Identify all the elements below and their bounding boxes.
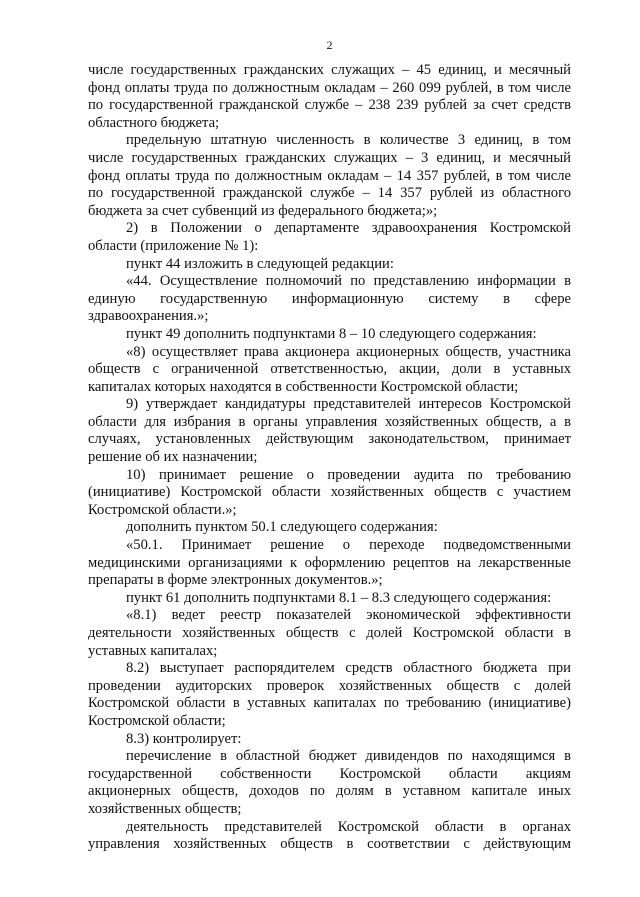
text-line: «8) осуществляет права акционера акционерных обществ, участника bbox=[126, 343, 571, 360]
text-line: фонд оплаты труда по должностным окладам – 14 357 рублей, в том числе bbox=[88, 167, 571, 184]
text-line: управления хозяйственных обществ в соответствии с действующим bbox=[88, 836, 571, 853]
text-line: по государственной гражданской службе – 14 357 рублей из областного bbox=[88, 185, 571, 202]
text-line: пункт 61 дополнить подпунктами 8.1 – 8.3 следующего содержания: bbox=[126, 589, 552, 606]
text-line: препараты в форме электронных документов.»; bbox=[88, 572, 383, 589]
text-line: Костромской области.»; bbox=[88, 501, 237, 518]
text-line: перечисление в областной бюджет дивидендов по находящимся в bbox=[126, 748, 571, 765]
text-line: единую государственную информационную систему в сфере bbox=[88, 290, 571, 307]
text-line: 9) утверждает кандидатуры представителей интересов Костромской bbox=[126, 396, 571, 413]
text-line: дополнить пунктом 50.1 следующего содержания: bbox=[126, 519, 438, 536]
text-line: 10) принимает решение о проведении аудита по требованию bbox=[126, 466, 571, 483]
text-line: проведении аудиторских проверок хозяйственных обществ с долей bbox=[88, 677, 571, 694]
text-line: уставных капиталах; bbox=[88, 642, 218, 659]
text-line: капиталах которых находятся в собственности Костромской области; bbox=[88, 378, 519, 395]
text-line: Костромской области; bbox=[88, 712, 226, 729]
text-line: областного бюджета; bbox=[88, 114, 220, 131]
page-number: 2 bbox=[326, 38, 333, 52]
document-body bbox=[88, 62, 571, 854]
text-line: числе государственных гражданских служащих – 45 единиц, и месячный bbox=[88, 62, 571, 78]
text-line: деятельность представителей Костромской области в органах bbox=[126, 818, 571, 835]
text-line: государственной собственности Костромской области акциям bbox=[88, 765, 571, 782]
text-line: области (приложение № 1): bbox=[88, 237, 259, 254]
text-line: обществ с ограниченной ответственностью, акции, доли в уставных bbox=[88, 361, 571, 378]
text-line: фонд оплаты труда по должностным окладам – 260 099 рублей, в том числе bbox=[88, 79, 571, 96]
text-line: деятельности хозяйственных обществ с долей Костромской области в bbox=[88, 625, 571, 641]
text-line: решение об их назначении; bbox=[88, 449, 258, 466]
text-line: 2) в Положении о департаменте здравоохранения Костромской bbox=[126, 220, 571, 237]
text-line: числе государственных гражданских служащих – 3 единиц, и месячный bbox=[88, 149, 571, 166]
text-line: предельную штатную численность в количестве 3 единиц, в том bbox=[126, 132, 571, 149]
text-line: пункт 49 дополнить подпунктами 8 – 10 следующего содержания: bbox=[126, 325, 537, 342]
text-line: «8.1) ведет реестр показателей экономической эффективности bbox=[126, 607, 571, 624]
text-line: пункт 44 изложить в следующей редакции: bbox=[126, 255, 394, 272]
text-line: 8.3) контролирует: bbox=[126, 730, 242, 747]
text-line: Костромской области в уставных капиталах по требованию (инициативе) bbox=[88, 695, 571, 712]
text-line: (инициативе) Костромской области хозяйственных обществ с участием bbox=[88, 484, 571, 501]
text-line: медицинскими организациями к оформлению рецептов на лекарственные bbox=[88, 554, 571, 571]
text-line: «50.1. Принимает решение о переходе подведомственными bbox=[126, 537, 571, 554]
text-line: по государственной гражданской службе – 238 239 рублей за счет средств bbox=[88, 97, 571, 114]
text-line: бюджета за счет субвенций из федерального бюджета;»; bbox=[88, 202, 438, 219]
document-page bbox=[88, 0, 571, 897]
text-line: «44. Осуществление полномочий по представлению информации в bbox=[126, 273, 571, 290]
text-line: случаях, установленных действующим законодательством, принимает bbox=[88, 431, 571, 448]
text-line: области для избрания в органы управления хозяйственных обществ, а в bbox=[88, 413, 571, 430]
text-line: хозяйственных обществ; bbox=[88, 800, 242, 817]
text-line: 8.2) выступает распорядителем средств областного бюджета при bbox=[126, 660, 571, 677]
text-line: здравоохранения.»; bbox=[88, 308, 209, 325]
text-line: акционерных обществ, доходов по долям в уставном капитале иных bbox=[88, 783, 571, 800]
